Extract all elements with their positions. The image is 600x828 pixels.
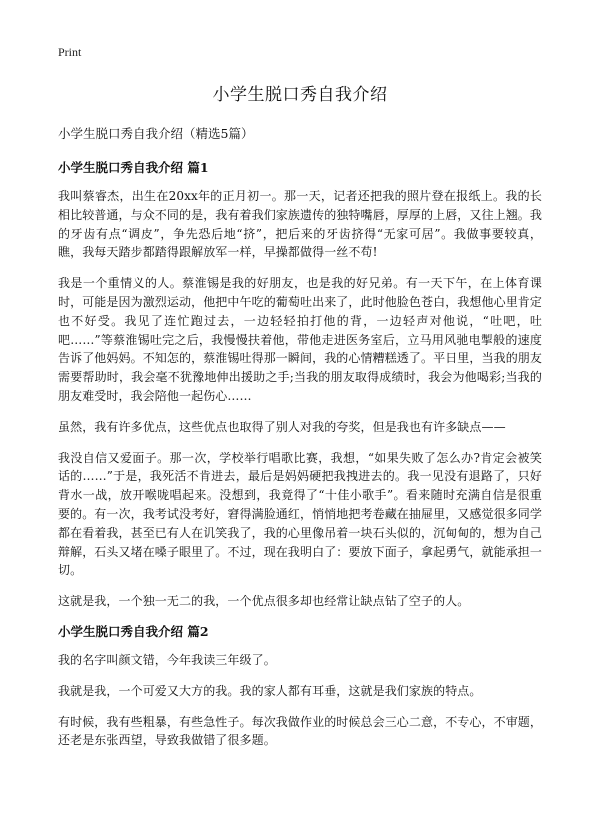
- section-heading: 小学生脱口秀自我介绍 篇2: [58, 623, 209, 639]
- section-2: [58, 623, 542, 750]
- paragraph: 有时候，我有些粗暴，有些急性子。每次我做作业的时候总会三心二意，不专心，不审题，还老是东张西望，导致我做错了很多题。: [58, 714, 543, 748]
- paragraph: 我就是我，一个可爱又大方的我。我的家人都有耳垂，这就是我们家族的特点。: [58, 683, 482, 698]
- print-link[interactable]: Print: [58, 45, 82, 59]
- paragraph: 我叫蔡睿杰，出生在20xx年的正月初一。那一天，记者还把我的照片登在报纸上。我的长相比较普通，与众不同的是，我有着我们家族遗传的独特嘴唇，厚厚的上唇，又往上翘。我的牙齿有点“调皮”，争先恐后地“挤”，把后来的牙齿挤得“无家可居”。我做事要较真，瞧，我每天踏步都踏得跟解放军一样，早操都做得一丝不苟!: [58, 189, 543, 260]
- paragraph: 这就是我，一个独一无二的我，一个优点很多却也经常让缺点钻了空子的人。: [58, 594, 470, 609]
- paragraph: 我是一个重情义的人。蔡淮锡是我的好朋友，也是我的好兄弟。有一天下午，在上体育课时，可能是因为激烈运动，他把中午吃的葡萄吐出来了，此时他脸色苍白，我想他心里肯定也不好受。我见了连忙跑过去，一边轻轻拍打他的背，一边轻声对他说，“吐吧，吐吧……”等蔡淮锡吐完之后，我慢慢扶着他，带他走进医务室后，立马用风驰电掣般的速度告诉了他妈妈。不知怎的，蔡淮锡吐得那一瞬间，我的心情糟糕透了。平日里，当我的朋友需要帮助时，我会毫不犹豫地伸出援助之手;当我的朋友取得成绩时，我会为他喝彩;当我的朋友难受时，我会陪他一起伤心……: [58, 276, 543, 403]
- paragraph: 虽然，我有许多优点，这些优点也取得了别人对我的夸奖，但是我也有许多缺点——: [58, 419, 506, 434]
- article: [58, 80, 542, 762]
- page-title: 小学生脱口秀自我介绍: [212, 85, 388, 105]
- paragraph: 我没自信又爱面子。那一次，学校举行唱歌比赛，我想，“如果失败了怎么办?肯定会被笑话的……”于是，我死活不肯进去，最后是妈妈硬把我拽进去的。我一见没有退路了，只好背水一战，放开喉咙唱起来。没想到，我竟得了“十佳小歌手”。看来随时充满自信是很重要的。有一次，我考试没考好，窘得满脸通红，悄悄地把考卷藏在抽屉里，又感觉很多同学都在看着我，甚至已有人在讥笑我了，我的心里像吊着一块石头似的，沉甸甸的，想为自己辩解，石头又堵在嗓子眼里了。不过，现在我明白了：要放下面子，拿起勇气，就能承担一切。: [58, 450, 543, 578]
- section-1: [58, 159, 542, 611]
- section-heading: 小学生脱口秀自我介绍 篇1: [58, 160, 209, 175]
- paragraph: 我的名字叫颜文错，今年我读三年级了。: [58, 652, 276, 667]
- article-subtitle: 小学生脱口秀自我介绍（精选5篇）: [58, 126, 254, 141]
